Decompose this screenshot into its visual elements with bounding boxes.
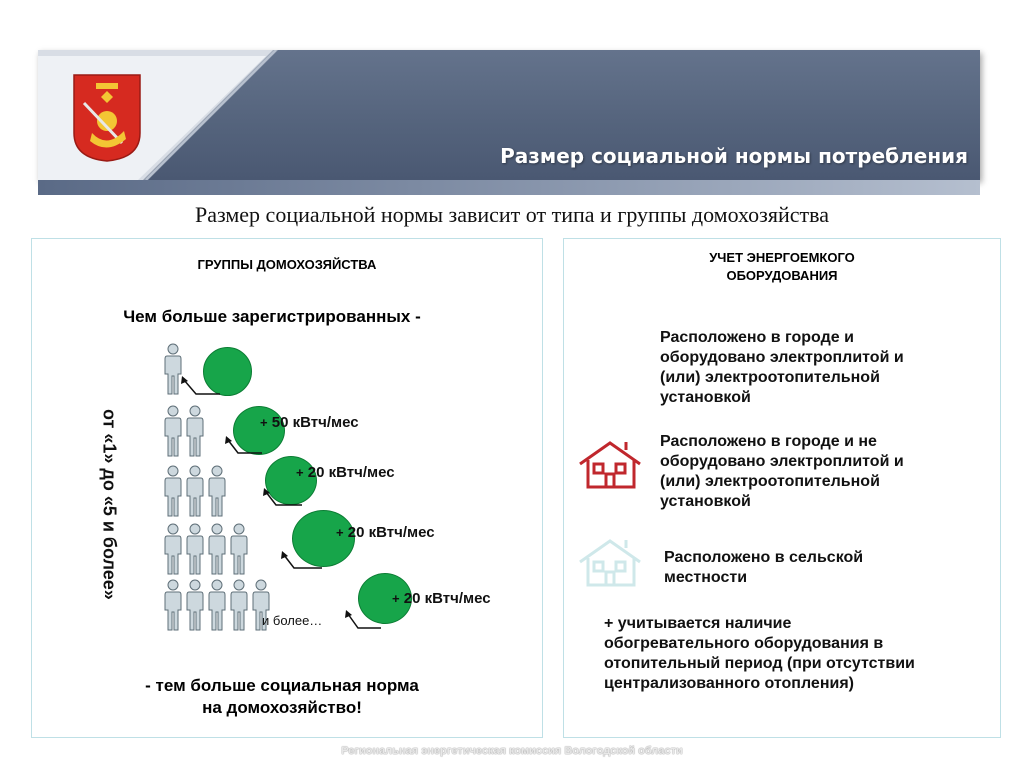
- page-subtitle: Размер социальной нормы зависит от типа и группы домохозяйства: [194, 202, 830, 227]
- more-registered-text: Чем больше зарегистрированных -: [123, 307, 421, 326]
- heating-note-text: + учитывается наличие обогревательного оборудования в отопительный период (при отсутствии централизованного отопления): [604, 615, 915, 692]
- page-title: Размер социальной нормы потребления: [500, 144, 968, 168]
- house-light-icon: [578, 538, 648, 588]
- footer-text: Региональная энергетическая комиссия Вологодской области: [341, 745, 683, 757]
- increment-label-4: + 20 кВтч/мес: [392, 590, 491, 607]
- city-electric-text: Расположено в городе и оборудовано электроплитой и (или) электроотопительной установкой: [660, 329, 904, 406]
- result-line-2: на домохозяйство!: [202, 698, 362, 717]
- equipment-title-line-2: ОБОРУДОВАНИЯ: [726, 268, 838, 283]
- city-no-electric-text: Расположено в городе и не оборудовано электроплитой и (или) электроотопительной установкой: [660, 433, 904, 510]
- increment-label-3: + 20 кВтч/мес: [336, 524, 435, 541]
- rural-text: Расположено в сельской местности: [664, 549, 864, 586]
- increment-label-1: + 50 кВтч/мес: [260, 414, 359, 431]
- and-more-text: и более…: [262, 613, 323, 628]
- groups-title: ГРУППЫ ДОМОХОЗЯЙСТВА: [197, 257, 377, 272]
- result-line-1: - тем больше социальная норма: [145, 676, 419, 695]
- increment-label-2: + 20 кВтч/мес: [296, 464, 395, 481]
- range-vertical-text: от «1» до «5 и более»: [99, 408, 120, 600]
- house-red-icon: [578, 440, 648, 490]
- equipment-title-line-1: УЧЕТ ЭНЕРГОЕМКОГО: [709, 250, 855, 265]
- equipment-title: [564, 249, 1000, 285]
